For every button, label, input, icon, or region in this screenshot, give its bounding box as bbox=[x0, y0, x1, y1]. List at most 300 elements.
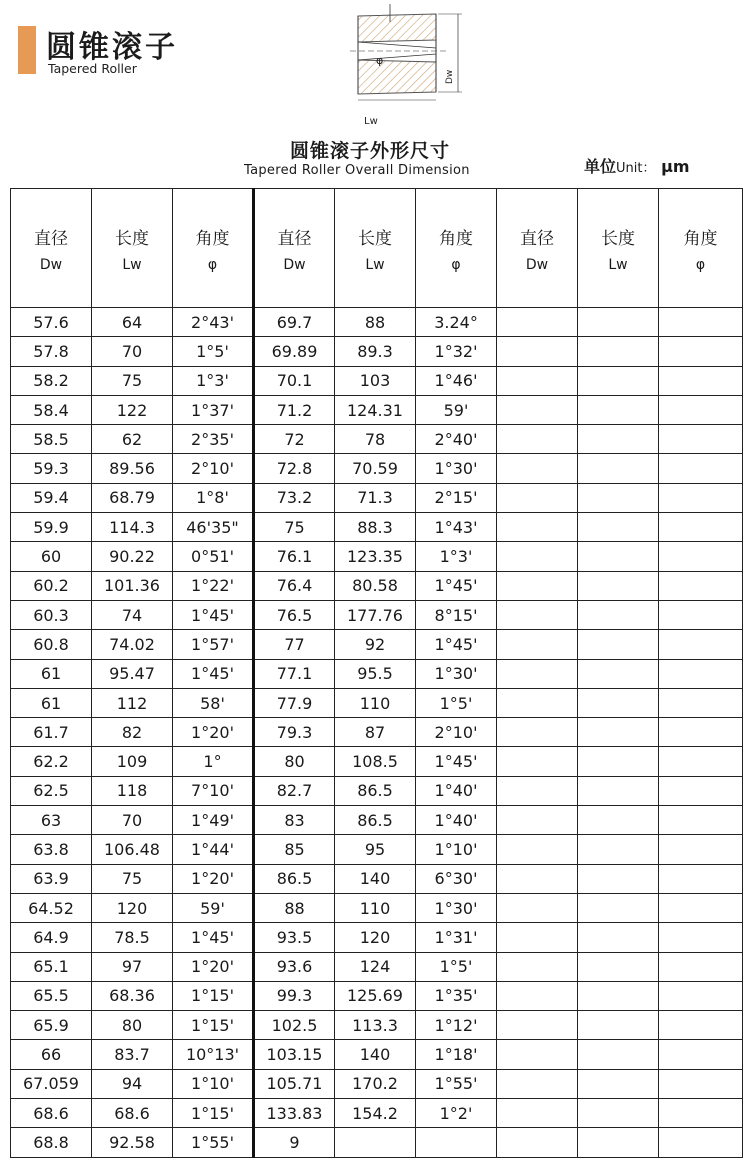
table-cell bbox=[497, 395, 578, 424]
table-cell: 57.8 bbox=[11, 337, 92, 366]
table-cell: 3.24° bbox=[416, 308, 497, 337]
table-cell: 1°55' bbox=[416, 1069, 497, 1098]
table-cell: 9 bbox=[254, 1128, 335, 1157]
table-cell bbox=[659, 600, 743, 629]
table-cell: 63.8 bbox=[11, 835, 92, 864]
table-row bbox=[11, 893, 743, 922]
table-cell: 82 bbox=[92, 718, 173, 747]
table-cell: 1°57' bbox=[173, 630, 254, 659]
table-cell: 99.3 bbox=[254, 981, 335, 1010]
table-cell: 80 bbox=[254, 747, 335, 776]
table-cell: 1°5' bbox=[416, 688, 497, 717]
table-cell: 80.58 bbox=[335, 571, 416, 600]
table-cell: 2°10' bbox=[173, 454, 254, 483]
table-cell: 106.48 bbox=[92, 835, 173, 864]
table-cell bbox=[578, 1040, 659, 1069]
table-cell: 1°43' bbox=[416, 513, 497, 542]
table-cell: 62.2 bbox=[11, 747, 92, 776]
table-cell bbox=[659, 337, 743, 366]
table-cell: 2°40' bbox=[416, 425, 497, 454]
table-cell bbox=[578, 454, 659, 483]
table-cell: 1°44' bbox=[173, 835, 254, 864]
table-cell: 103.15 bbox=[254, 1040, 335, 1069]
table-cell bbox=[659, 308, 743, 337]
table-cell: 95 bbox=[335, 835, 416, 864]
column-header bbox=[173, 189, 254, 308]
table-cell: 170.2 bbox=[335, 1069, 416, 1098]
table-cell: 79.3 bbox=[254, 718, 335, 747]
table-cell bbox=[659, 1128, 743, 1157]
table-row bbox=[11, 981, 743, 1010]
table-cell: 64.52 bbox=[11, 893, 92, 922]
column-header bbox=[497, 189, 578, 308]
lw-label: Lw bbox=[364, 116, 378, 127]
table-cell bbox=[578, 923, 659, 952]
table-cell bbox=[659, 981, 743, 1010]
table-cell bbox=[659, 747, 743, 776]
table-cell bbox=[659, 688, 743, 717]
table-cell: 62 bbox=[92, 425, 173, 454]
column-header bbox=[254, 189, 335, 308]
table-cell: 70.59 bbox=[335, 454, 416, 483]
table-cell bbox=[578, 952, 659, 981]
table-cell bbox=[578, 747, 659, 776]
table-row bbox=[11, 1011, 743, 1040]
table-cell bbox=[659, 1040, 743, 1069]
table-cell: 1°30' bbox=[416, 893, 497, 922]
table-cell bbox=[659, 425, 743, 454]
table-cell: 83 bbox=[254, 806, 335, 835]
table-cell bbox=[659, 718, 743, 747]
table-cell: 92.58 bbox=[92, 1128, 173, 1157]
table-cell bbox=[497, 571, 578, 600]
table-cell: 110 bbox=[335, 688, 416, 717]
table-cell: 77.1 bbox=[254, 659, 335, 688]
table-cell: 125.69 bbox=[335, 981, 416, 1010]
table-cell bbox=[497, 337, 578, 366]
table-cell: 1°31' bbox=[416, 923, 497, 952]
table-cell: 68.36 bbox=[92, 981, 173, 1010]
column-header bbox=[11, 189, 92, 308]
table-cell bbox=[578, 1011, 659, 1040]
table-cell bbox=[578, 513, 659, 542]
table-cell: 108.5 bbox=[335, 747, 416, 776]
table-row bbox=[11, 688, 743, 717]
table-cell bbox=[497, 952, 578, 981]
table-cell bbox=[578, 600, 659, 629]
table-cell: 8°15' bbox=[416, 600, 497, 629]
table-cell: 1°45' bbox=[173, 600, 254, 629]
title-accent-bar bbox=[18, 26, 36, 74]
table-cell: 124.31 bbox=[335, 395, 416, 424]
table-cell bbox=[497, 747, 578, 776]
table-cell: 72.8 bbox=[254, 454, 335, 483]
table-row bbox=[11, 835, 743, 864]
table-row bbox=[11, 776, 743, 805]
table-cell: 63.9 bbox=[11, 864, 92, 893]
table-cell: 59.4 bbox=[11, 483, 92, 512]
table-cell: 76.4 bbox=[254, 571, 335, 600]
table-cell bbox=[497, 630, 578, 659]
table-cell bbox=[578, 395, 659, 424]
table-cell bbox=[497, 776, 578, 805]
table-row bbox=[11, 337, 743, 366]
table-cell: 77.9 bbox=[254, 688, 335, 717]
table-cell: 69.89 bbox=[254, 337, 335, 366]
table-row bbox=[11, 571, 743, 600]
table-cell: 82.7 bbox=[254, 776, 335, 805]
table-cell: 78.5 bbox=[92, 923, 173, 952]
table-cell: 114.3 bbox=[92, 513, 173, 542]
table-cell: 1°45' bbox=[416, 571, 497, 600]
table-cell: 58.2 bbox=[11, 366, 92, 395]
table-row bbox=[11, 425, 743, 454]
table-row bbox=[11, 600, 743, 629]
table-cell bbox=[497, 513, 578, 542]
column-header-symbol: φ bbox=[451, 256, 461, 273]
table-cell: 58.4 bbox=[11, 395, 92, 424]
table-cell: 69.7 bbox=[254, 308, 335, 337]
table-cell bbox=[497, 923, 578, 952]
column-header-label: 角度 bbox=[195, 228, 230, 249]
table-cell bbox=[497, 835, 578, 864]
table-cell: 78 bbox=[335, 425, 416, 454]
table-cell: 1°8' bbox=[173, 483, 254, 512]
table-cell: 93.5 bbox=[254, 923, 335, 952]
table-cell bbox=[659, 893, 743, 922]
table-cell: 88 bbox=[335, 308, 416, 337]
table-cell bbox=[416, 1128, 497, 1157]
table-cell: 2°15' bbox=[416, 483, 497, 512]
table-cell: 1°37' bbox=[173, 395, 254, 424]
table-cell bbox=[659, 513, 743, 542]
table-cell: 76.1 bbox=[254, 542, 335, 571]
table-cell: 1°45' bbox=[173, 923, 254, 952]
table-cell: 73.2 bbox=[254, 483, 335, 512]
table-cell: 59' bbox=[416, 395, 497, 424]
table-cell: 113.3 bbox=[335, 1011, 416, 1040]
table-cell: 60 bbox=[11, 542, 92, 571]
table-row bbox=[11, 542, 743, 571]
table-cell: 46'35" bbox=[173, 513, 254, 542]
table-cell: 1°10' bbox=[173, 1069, 254, 1098]
table-cell: 110 bbox=[335, 893, 416, 922]
table-cell: 1°32' bbox=[416, 337, 497, 366]
table-cell bbox=[497, 893, 578, 922]
table-cell: 1°3' bbox=[173, 366, 254, 395]
table-cell: 88.3 bbox=[335, 513, 416, 542]
table-cell: 89.3 bbox=[335, 337, 416, 366]
table-cell: 1°5' bbox=[416, 952, 497, 981]
table-cell: 65.9 bbox=[11, 1011, 92, 1040]
table-cell: 70 bbox=[92, 337, 173, 366]
page-title: 圆锥滚子 bbox=[46, 30, 178, 65]
table-cell: 93.6 bbox=[254, 952, 335, 981]
table-cell bbox=[578, 981, 659, 1010]
table-cell: 60.8 bbox=[11, 630, 92, 659]
table-cell: 1°30' bbox=[416, 659, 497, 688]
table-cell: 109 bbox=[92, 747, 173, 776]
column-header-label: 直径 bbox=[34, 228, 68, 249]
table-cell bbox=[659, 1069, 743, 1098]
table-cell: 80 bbox=[92, 1011, 173, 1040]
table-cell: 61 bbox=[11, 688, 92, 717]
table-cell: 1°20' bbox=[173, 864, 254, 893]
table-cell: 1°49' bbox=[173, 806, 254, 835]
table-cell: 77 bbox=[254, 630, 335, 659]
table-cell bbox=[659, 1099, 743, 1128]
table-cell: 58.5 bbox=[11, 425, 92, 454]
table-cell: 2°43' bbox=[173, 308, 254, 337]
table-cell: 1°15' bbox=[173, 1099, 254, 1128]
table-cell: 122 bbox=[92, 395, 173, 424]
table-cell: 71.3 bbox=[335, 483, 416, 512]
table-cell: 1°12' bbox=[416, 1011, 497, 1040]
table-cell: 1°18' bbox=[416, 1040, 497, 1069]
table-cell: 1°5' bbox=[173, 337, 254, 366]
table-cell: 75 bbox=[92, 864, 173, 893]
table-cell: 68.79 bbox=[92, 483, 173, 512]
table-cell: 6°30' bbox=[416, 864, 497, 893]
table-cell bbox=[659, 806, 743, 835]
table-cell bbox=[578, 483, 659, 512]
table-cell: 86.5 bbox=[254, 864, 335, 893]
column-header bbox=[92, 189, 173, 308]
table-cell: 75 bbox=[254, 513, 335, 542]
table-cell: 2°35' bbox=[173, 425, 254, 454]
table-cell bbox=[659, 776, 743, 805]
table-cell: 0°51' bbox=[173, 542, 254, 571]
table-cell bbox=[497, 1128, 578, 1157]
table-cell: 88 bbox=[254, 893, 335, 922]
table-row bbox=[11, 747, 743, 776]
table-cell: 1°45' bbox=[416, 630, 497, 659]
table-cell: 87 bbox=[335, 718, 416, 747]
table-title: 圆锥滚子外形尺寸 bbox=[290, 140, 451, 162]
table-cell: 65.5 bbox=[11, 981, 92, 1010]
table-row bbox=[11, 1099, 743, 1128]
table-cell: 1° bbox=[173, 747, 254, 776]
table-cell bbox=[497, 1011, 578, 1040]
table-cell: 60.3 bbox=[11, 600, 92, 629]
table-cell: 112 bbox=[92, 688, 173, 717]
table-cell: 59' bbox=[173, 893, 254, 922]
table-cell: 72 bbox=[254, 425, 335, 454]
table-cell bbox=[497, 600, 578, 629]
table-cell: 95.5 bbox=[335, 659, 416, 688]
table-cell bbox=[578, 893, 659, 922]
table-cell bbox=[497, 1069, 578, 1098]
table-cell bbox=[659, 864, 743, 893]
table-row bbox=[11, 864, 743, 893]
table-cell bbox=[497, 425, 578, 454]
column-header bbox=[416, 189, 497, 308]
table-cell bbox=[578, 630, 659, 659]
table-cell: 1°22' bbox=[173, 571, 254, 600]
table-cell: 1°10' bbox=[416, 835, 497, 864]
table-cell: 59.9 bbox=[11, 513, 92, 542]
table-cell: 1°35' bbox=[416, 981, 497, 1010]
table-cell bbox=[578, 337, 659, 366]
table-cell bbox=[659, 483, 743, 512]
column-header-symbol: φ bbox=[695, 256, 706, 273]
table-cell bbox=[497, 718, 578, 747]
unit-value: μm bbox=[661, 157, 690, 176]
table-cell: 1°46' bbox=[416, 366, 497, 395]
table-cell: 70.1 bbox=[254, 366, 335, 395]
table-cell: 133.83 bbox=[254, 1099, 335, 1128]
table-cell: 74 bbox=[92, 600, 173, 629]
table-cell: 102.5 bbox=[254, 1011, 335, 1040]
table-cell: 94 bbox=[92, 1069, 173, 1098]
table-cell bbox=[497, 483, 578, 512]
column-header-symbol: Dw bbox=[525, 256, 549, 273]
table-cell: 1°45' bbox=[416, 747, 497, 776]
table-row bbox=[11, 483, 743, 512]
table-cell: 1°55' bbox=[173, 1128, 254, 1157]
table-cell: 57.6 bbox=[11, 308, 92, 337]
table-cell bbox=[578, 308, 659, 337]
table-cell: 75 bbox=[92, 366, 173, 395]
table-cell: 86.5 bbox=[335, 806, 416, 835]
table-cell bbox=[659, 1011, 743, 1040]
table-cell: 140 bbox=[335, 1040, 416, 1069]
table-cell: 103 bbox=[335, 366, 416, 395]
table-cell: 68.6 bbox=[92, 1099, 173, 1128]
table-cell bbox=[578, 718, 659, 747]
column-header-label: 长度 bbox=[358, 228, 392, 249]
table-cell bbox=[497, 864, 578, 893]
column-header-symbol: Lw bbox=[365, 256, 385, 273]
table-cell: 74.02 bbox=[92, 630, 173, 659]
table-cell bbox=[578, 1128, 659, 1157]
table-row bbox=[11, 308, 743, 337]
table-cell bbox=[497, 806, 578, 835]
table-cell bbox=[659, 366, 743, 395]
table-cell: 120 bbox=[92, 893, 173, 922]
table-cell: 1°30' bbox=[416, 454, 497, 483]
table-cell: 71.2 bbox=[254, 395, 335, 424]
table-cell bbox=[659, 923, 743, 952]
table-cell bbox=[578, 425, 659, 454]
column-header-symbol: Lw bbox=[122, 256, 142, 273]
table-subtitle: Tapered Roller Overall Dimension bbox=[244, 163, 470, 178]
table-row bbox=[11, 923, 743, 952]
table-cell: 1°20' bbox=[173, 718, 254, 747]
table-cell: 95.47 bbox=[92, 659, 173, 688]
table-cell: 89.56 bbox=[92, 454, 173, 483]
column-header-symbol: Dw bbox=[283, 256, 306, 273]
table-cell bbox=[659, 454, 743, 483]
table-cell bbox=[578, 366, 659, 395]
table-cell: 1°15' bbox=[173, 981, 254, 1010]
table-row bbox=[11, 718, 743, 747]
table-cell bbox=[578, 542, 659, 571]
table-cell bbox=[497, 659, 578, 688]
table-cell bbox=[578, 571, 659, 600]
table-cell: 101.36 bbox=[92, 571, 173, 600]
table-row bbox=[11, 1040, 743, 1069]
table-cell: 120 bbox=[335, 923, 416, 952]
table-cell: 63 bbox=[11, 806, 92, 835]
table-cell bbox=[497, 981, 578, 1010]
table-cell bbox=[578, 1069, 659, 1098]
table-cell: 2°10' bbox=[416, 718, 497, 747]
table-row bbox=[11, 454, 743, 483]
column-header-label: 角度 bbox=[439, 228, 473, 249]
table-cell: 154.2 bbox=[335, 1099, 416, 1128]
table-cell: 62.5 bbox=[11, 776, 92, 805]
table-row bbox=[11, 513, 743, 542]
table-cell bbox=[578, 835, 659, 864]
table-cell bbox=[497, 454, 578, 483]
table-header-row bbox=[11, 189, 743, 308]
table-cell: 58' bbox=[173, 688, 254, 717]
table-row bbox=[11, 1069, 743, 1098]
table-row bbox=[11, 395, 743, 424]
table-cell bbox=[578, 776, 659, 805]
table-cell: 90.22 bbox=[92, 542, 173, 571]
column-header-label: 角度 bbox=[683, 228, 718, 249]
table-cell: 1°40' bbox=[416, 776, 497, 805]
table-cell: 61.7 bbox=[11, 718, 92, 747]
table-cell: 92 bbox=[335, 630, 416, 659]
table-row bbox=[11, 366, 743, 395]
column-header-symbol: Lw bbox=[608, 256, 628, 273]
table-cell: 118 bbox=[92, 776, 173, 805]
table-cell: 86.5 bbox=[335, 776, 416, 805]
table-cell bbox=[578, 806, 659, 835]
table-row bbox=[11, 1128, 743, 1157]
column-header-label: 直径 bbox=[277, 228, 312, 249]
column-header-label: 长度 bbox=[601, 228, 635, 249]
table-cell bbox=[497, 308, 578, 337]
table-cell: 83.7 bbox=[92, 1040, 173, 1069]
column-header bbox=[335, 189, 416, 308]
table-cell bbox=[497, 1040, 578, 1069]
table-cell: 65.1 bbox=[11, 952, 92, 981]
table-cell bbox=[578, 688, 659, 717]
table-cell: 105.71 bbox=[254, 1069, 335, 1098]
table-cell bbox=[578, 864, 659, 893]
table-cell bbox=[659, 630, 743, 659]
column-header-label: 直径 bbox=[520, 228, 554, 249]
column-header bbox=[578, 189, 659, 308]
table-cell: 97 bbox=[92, 952, 173, 981]
table-cell: 61 bbox=[11, 659, 92, 688]
table-cell bbox=[659, 835, 743, 864]
column-header-label: 长度 bbox=[115, 228, 149, 249]
column-header-symbol: φ bbox=[207, 256, 218, 273]
dw-label: Dw bbox=[445, 69, 455, 84]
table-cell bbox=[335, 1128, 416, 1157]
table-cell: 85 bbox=[254, 835, 335, 864]
table-cell: 1°20' bbox=[173, 952, 254, 981]
table-cell: 67.059 bbox=[11, 1069, 92, 1098]
table-cell bbox=[659, 542, 743, 571]
table-cell: 1°15' bbox=[173, 1011, 254, 1040]
dimension-table bbox=[10, 188, 743, 1158]
phi-label: φ bbox=[376, 54, 384, 67]
table-cell bbox=[578, 1099, 659, 1128]
table-cell: 66 bbox=[11, 1040, 92, 1069]
table-cell: 123.35 bbox=[335, 542, 416, 571]
table-row bbox=[11, 952, 743, 981]
column-header bbox=[659, 189, 743, 308]
unit-label-cn: 单位 bbox=[584, 157, 617, 176]
table-cell: 1°45' bbox=[173, 659, 254, 688]
table-cell: 7°10' bbox=[173, 776, 254, 805]
